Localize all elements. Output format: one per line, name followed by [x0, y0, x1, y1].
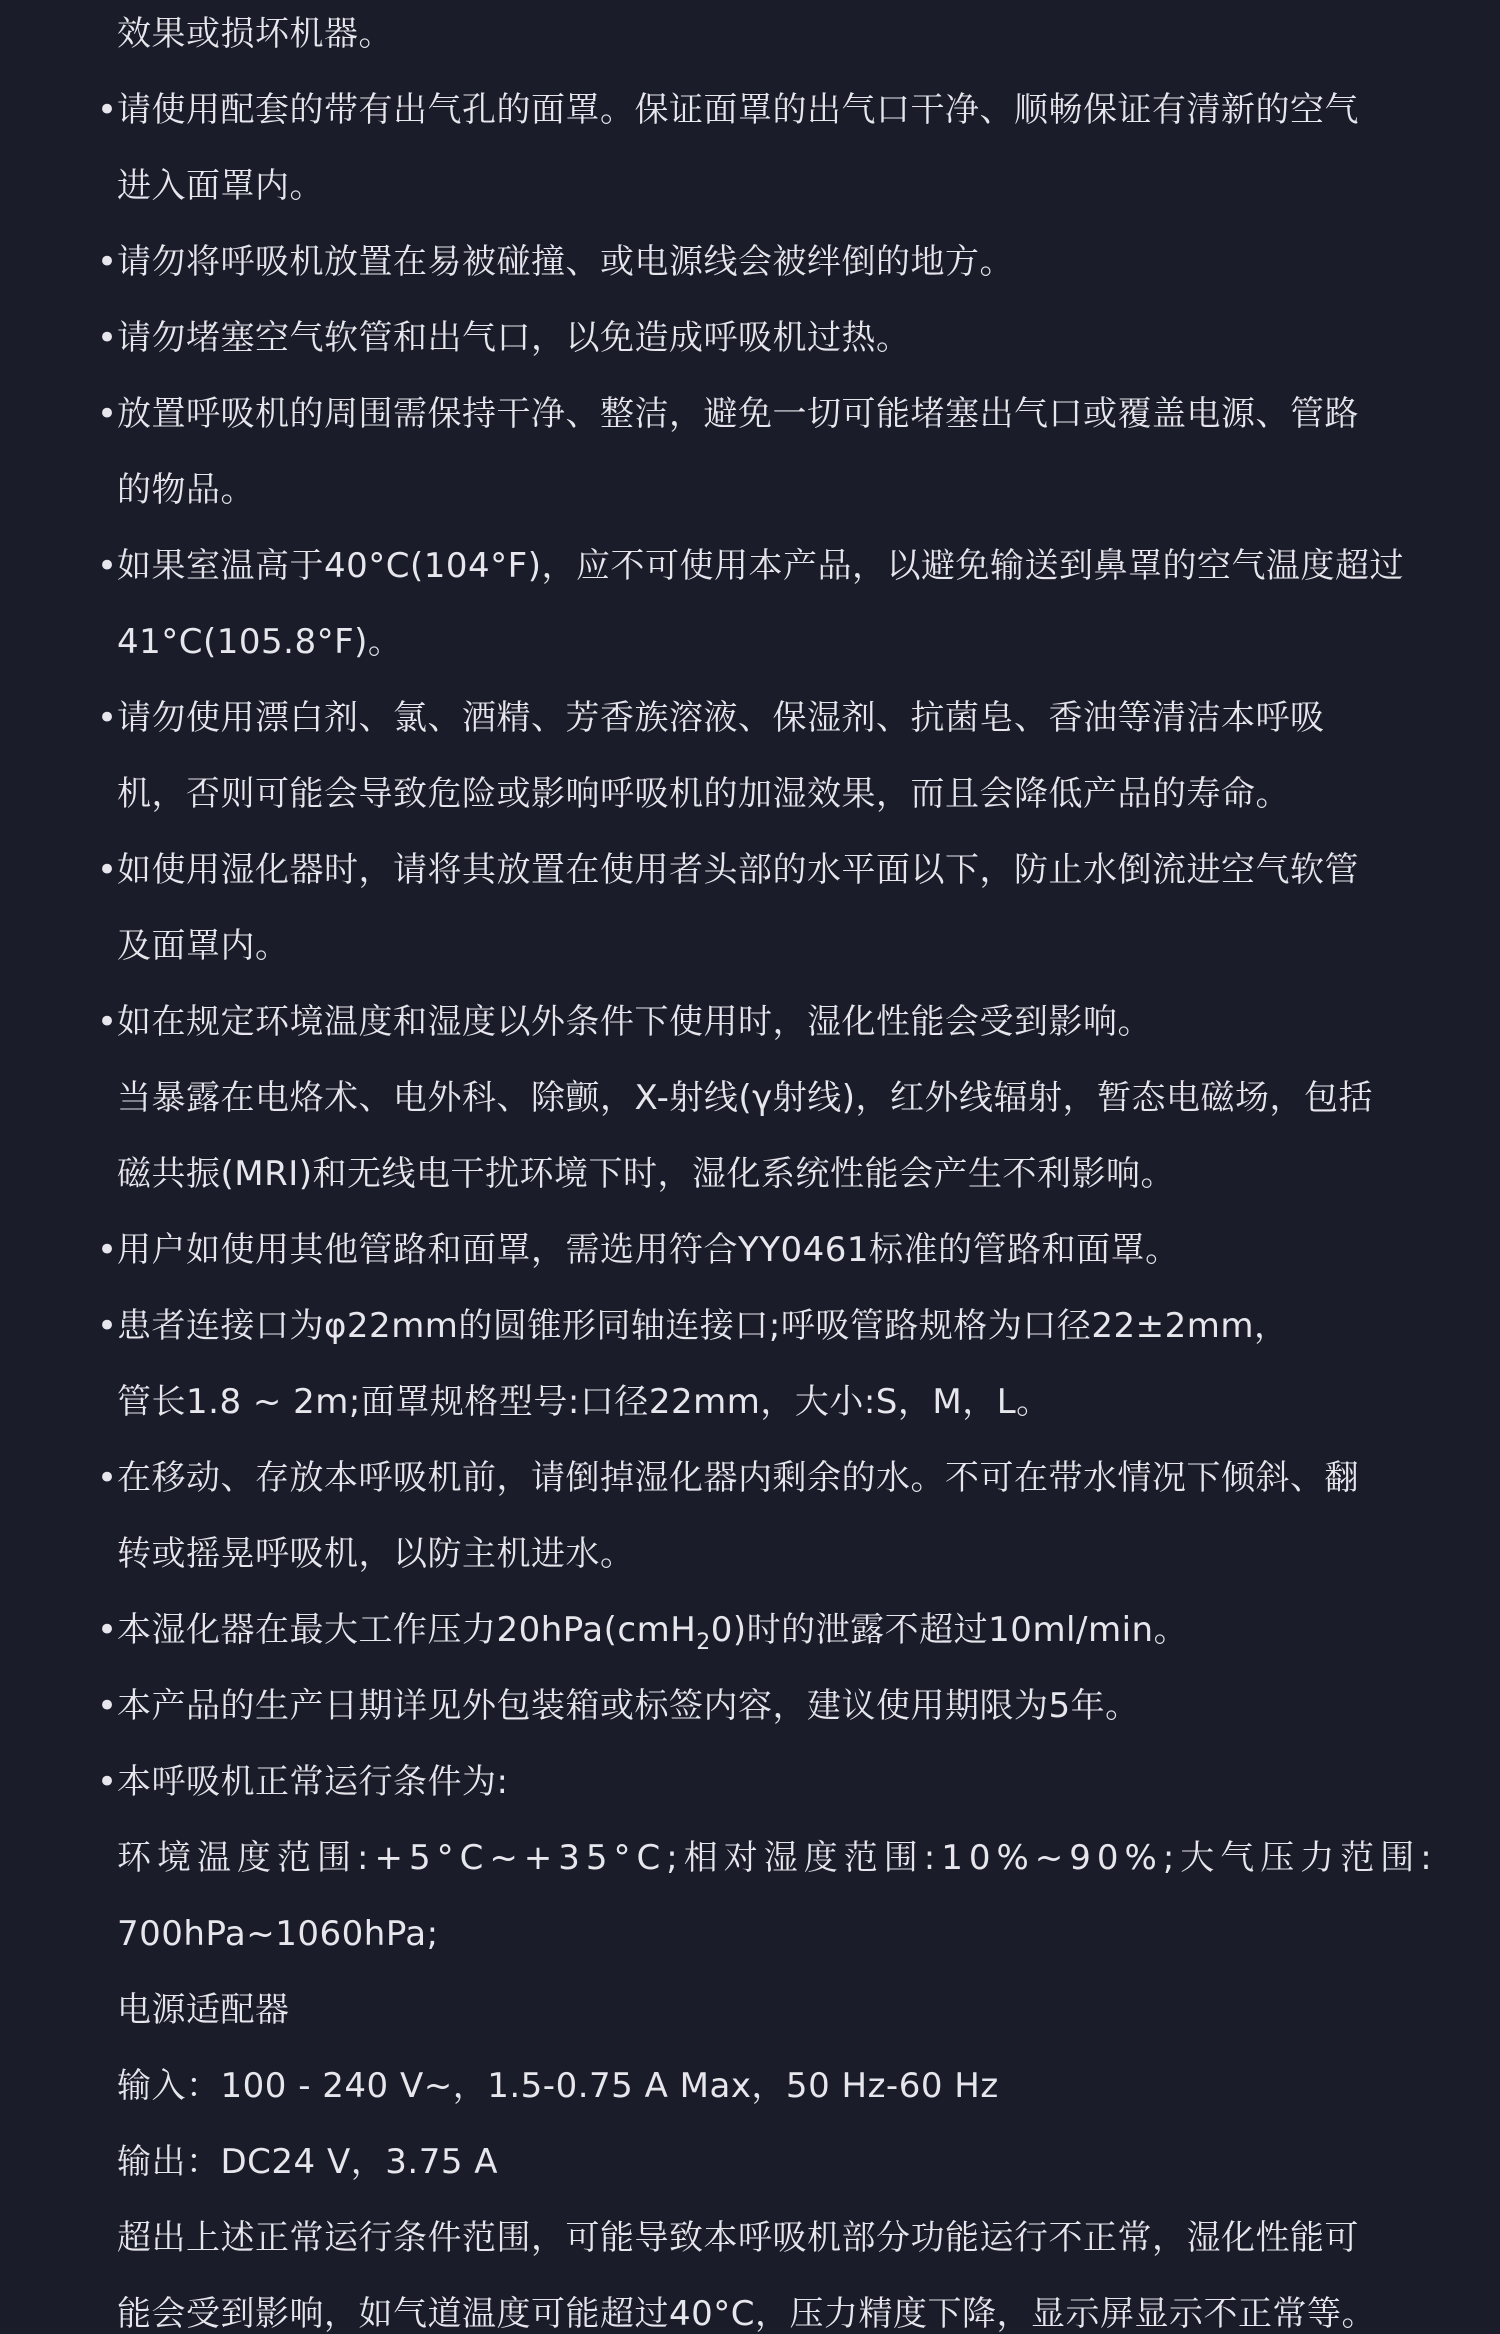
text-line: 本呼吸机正常运行条件为: [117, 1762, 509, 1802]
bullet-icon: • [97, 318, 118, 358]
text-line: 转或摇晃呼吸机，以防主机进水。 [117, 1534, 635, 1574]
text-line: 放置呼吸机的周围需保持干净、整洁，避免一切可能堵塞出气口或覆盖电源、管路 [117, 394, 1359, 434]
bullet-icon: • [97, 394, 118, 434]
text-line: 在移动、存放本呼吸机前，请倒掉湿化器内剩余的水。不可在带水情况下倾斜、翻 [117, 1458, 1359, 1498]
text-line: 如使用湿化器时，请将其放置在使用者头部的水平面以下，防止水倒流进空气软管 [117, 850, 1359, 890]
text-line: 请勿堵塞空气软管和出气口，以免造成呼吸机过热。 [117, 318, 911, 358]
text-line: 用户如使用其他管路和面罩，需选用符合YY0461标准的管路和面罩。 [117, 1230, 1180, 1270]
text-line: 效果或损坏机器。 [117, 14, 393, 54]
bullet-icon: • [97, 850, 118, 890]
text-line: 能会受到影响，如气道温度可能超过40°C，压力精度下降，显示屏显示不正常等。 [117, 2294, 1377, 2334]
text-line: 如在规定环境温度和湿度以外条件下使用时，湿化性能会受到影响。 [117, 1002, 1152, 1042]
text-line: 电源适配器 [117, 1990, 290, 2030]
bullet-icon: • [97, 546, 118, 586]
bullet-icon: • [97, 1610, 118, 1650]
text-line: 请勿使用漂白剂、氯、酒精、芳香族溶液、保湿剂、抗菌皂、香油等清洁本呼吸 [117, 698, 1325, 738]
bullet-icon: • [97, 1002, 118, 1042]
text-segment: 0)时的泄露不超过10ml/min。 [710, 1610, 1189, 1650]
bullet-icon: • [97, 1762, 118, 1802]
text-line: 输入：100 - 240 V~，1.5-0.75 A Max，50 Hz-60 Hz [117, 2066, 999, 2106]
bullet-icon: • [97, 1306, 118, 1346]
text-line: 管长1.8 ~ 2m;面罩规格型号:口径22mm，大小:S，M，L。 [117, 1382, 1051, 1422]
bullet-icon: • [97, 1458, 118, 1498]
bullet-icon: • [97, 1230, 118, 1270]
text-line [117, 1610, 1188, 1655]
bullet-icon: • [97, 242, 118, 282]
text-line: 超出上述正常运行条件范围，可能导致本呼吸机部分功能运行不正常，湿化性能可 [117, 2218, 1359, 2258]
text-line: 及面罩内。 [117, 926, 290, 966]
bullet-icon: • [97, 1686, 118, 1726]
text-line: 机，否则可能会导致危险或影响呼吸机的加湿效果，而且会降低产品的寿命。 [117, 774, 1290, 814]
text-line: 磁共振(MRI)和无线电干扰环境下时，湿化系统性能会产生不利影响。 [117, 1154, 1176, 1194]
text-line: 700hPa~1060hPa; [117, 1914, 439, 1954]
text-line: 请勿将呼吸机放置在易被碰撞、或电源线会被绊倒的地方。 [117, 242, 1014, 282]
text-line: 请使用配套的带有出气孔的面罩。保证面罩的出气口干净、顺畅保证有清新的空气 [117, 90, 1359, 130]
text-line: 的物品。 [117, 470, 255, 510]
bullet-icon: • [97, 90, 118, 130]
text-line: 输出：DC24 V，3.75 A [117, 2142, 499, 2182]
text-line: 本产品的生产日期详见外包装箱或标签内容，建议使用期限为5年。 [117, 1686, 1140, 1726]
bullet-icon: • [97, 698, 118, 738]
text-line: 如果室温高于40°C(104°F)，应不可使用本产品，以避免输送到鼻罩的空气温度超过 [117, 546, 1404, 586]
text-line: 41°C(105.8°F)。 [117, 622, 403, 662]
text-segment: 本湿化器在最大工作压力20hPa(cmH [117, 1610, 697, 1650]
text-line: 当暴露在电烙术、电外科、除颤，X-射线(γ射线)，红外线辐射，暂态电磁场，包括 [117, 1078, 1374, 1118]
text-line: 环境温度范围:+5°C~+35°C;相对湿度范围:10%~90%;大气压力范围: [117, 1838, 1438, 1878]
text-line: 患者连接口为φ22mm的圆锥形同轴连接口;呼吸管路规格为口径22±2mm， [117, 1306, 1289, 1346]
text-line: 进入面罩内。 [117, 166, 324, 206]
subscript: 2 [696, 1630, 711, 1655]
